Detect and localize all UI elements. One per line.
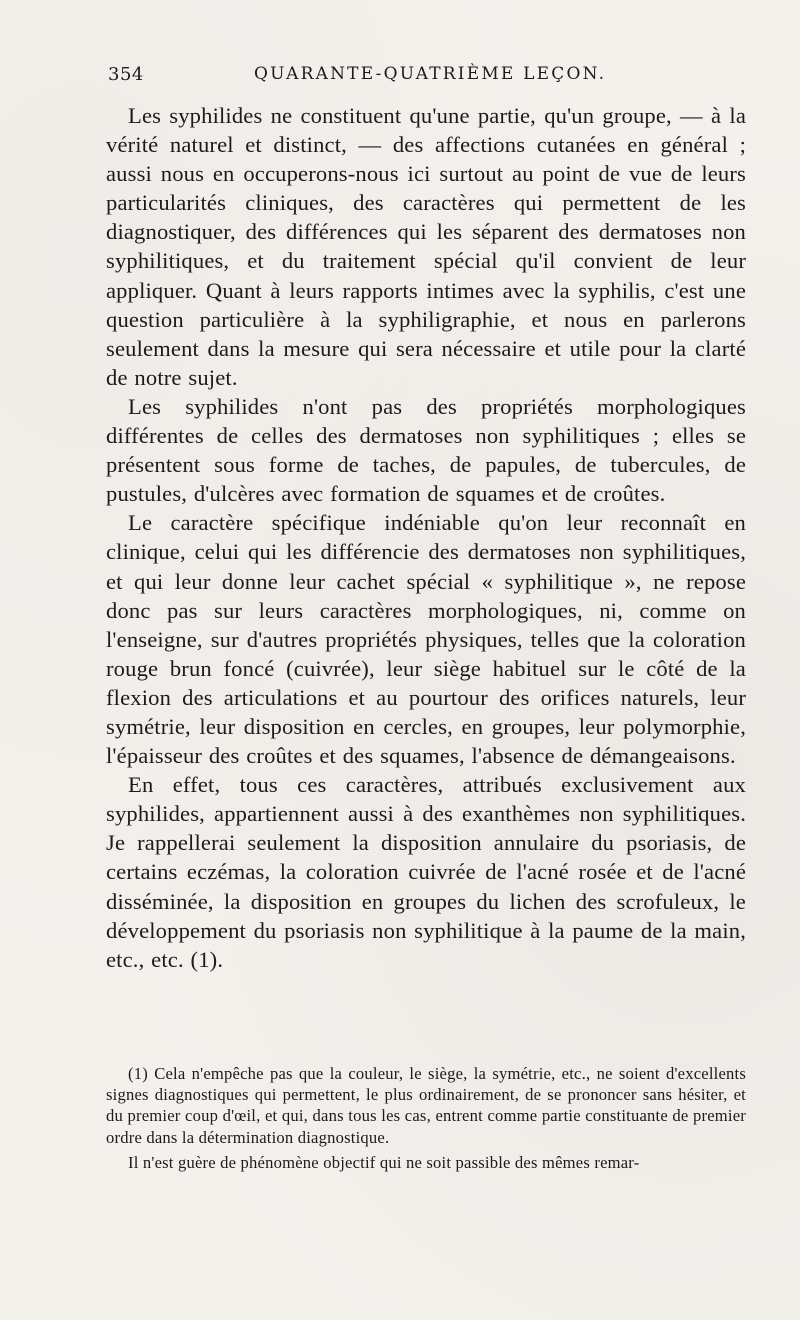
paragraph: Les syphilides ne constituent qu'une partie, qu'un groupe, — à la vérité naturel et distinct, — des affections cutanées en général ; aussi nous en occuperons-nous ici surtout au point de vue de leurs particularités cliniques, des caractères qui permettent de les diagnostiquer, des différences qui les séparent des dermatoses non syphilitiques, et du traitement spécial qu'il convient de leur appliquer. Quant à leurs rapports intimes avec la syphilis, c'est une question particulière à la syphiligraphie, et nous en parlerons seulement dans la mesure qui sera nécessaire et utile pour la clarté de notre sujet. (106, 103, 746, 390)
running-title: QUARANTE-QUATRIÈME LEÇON. (254, 64, 607, 84)
page-number: 354 (108, 64, 144, 85)
footnote-continuation: Il n'est guère de phénomène objectif qui ne soit passible des mêmes remar- (128, 1152, 640, 1172)
paragraph: Les syphilides n'ont pas des propriétés morphologiques différentes de celles des dermatoses non syphilitiques ; elles se présentent sous forme de taches, de papules, de tubercules, de pustules, d'ulcères avec formation de squames et de croûtes. (106, 393, 746, 507)
body-text (106, 101, 746, 974)
paragraph: Le caractère spécifique indéniable qu'on leur reconnaît en clinique, celui qui les différencie des dermatoses non syphilitiques, et qui leur donne leur cachet spécial « syphilitique », ne repose donc pas sur leurs caractères morphologiques, ni, comme on l'enseigne, sur d'autres propriétés physiques, telles que la coloration rouge brun foncé (cuivrée), leur siège habituel sur le côté de la flexion des articulations et au pourtour des orifices naturels, leur symétrie, leur disposition en cercles, en groupes, leur polymorphie, l'épaisseur des croûtes et des squames, l'absence de démangeaisons. (106, 510, 746, 769)
footnote: (1) Cela n'empêche pas que la couleur, le siège, la symétrie, etc., ne soient d'excellents signes diagnostiques qui permettent, le plus ordinairement, de se prononcer sans hésiter, et du premier coup d'œil, et qui, dans tous les cas, entrent comme partie constituante de premier ordre dans la détermination diagnostique. (106, 1064, 746, 1147)
paragraph: En effet, tous ces caractères, attribués exclusivement aux syphilides, appartiennent aussi à des exanthèmes non syphilitiques. Je rappellerai seulement la disposition annulaire du psoriasis, de certains eczémas, la coloration cuivrée de l'acné rosée et de l'acné disséminée, la disposition en groupes du lichen des scrofuleux, le développement du psoriasis non syphilitique à la paume de la main, etc., etc. (1). (106, 772, 746, 972)
footnotes (106, 1063, 746, 1173)
running-head (108, 64, 748, 88)
